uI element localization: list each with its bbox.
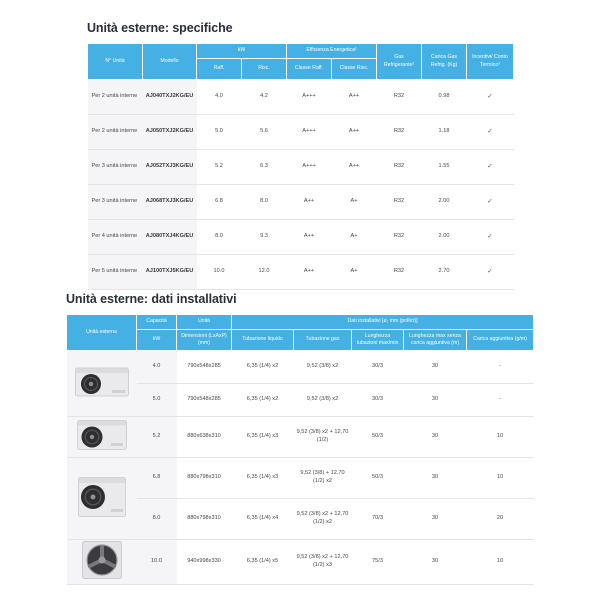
section-title-specifiche: Unità esterne: specifiche (87, 21, 233, 35)
cell-lunghezza-max: 50/3 (352, 458, 404, 499)
cell-kw-risc: 8.0 (242, 185, 287, 220)
table-row (88, 150, 514, 185)
col-header-modello: Modello (143, 44, 197, 80)
cell-dimensioni: 940x998x330 (177, 540, 232, 585)
outdoor-unit-illustration (77, 475, 127, 519)
cell-lunghezza-max: 30/3 (352, 384, 404, 417)
cell-gas: R32 (377, 115, 422, 150)
cell-lunghezza-max: 50/3 (352, 417, 404, 458)
cell-lunghezza-max: 75/3 (352, 540, 404, 585)
cell-dimensioni: 880x638x310 (177, 417, 232, 458)
cell-kw-risc: 5.6 (242, 115, 287, 150)
col-header-unita-esterna: Unità esterna (67, 315, 137, 351)
section-specifiche (87, 21, 513, 290)
cell-tubazione-gas: 9,52 (3/8) x2 + 12,70 (1/2) x3 (294, 540, 352, 585)
col-header-kw: kW (197, 44, 287, 59)
cell-n-unita: Per 4 unità interne (88, 220, 143, 255)
cell-tubazione-gas: 9,52 (3/8) x2 (294, 351, 352, 384)
outdoor-unit-image (67, 351, 137, 417)
col-header-dati-installativi: Dati installativi [ø, mm (pollici)] (232, 315, 534, 330)
col-header-unita: Unità (177, 315, 232, 330)
cell-tubazione-liquido: 6,35 (1/4) x2 (232, 384, 294, 417)
col-header-carica: Carica Gas Refrig. (Kg) (422, 44, 467, 80)
cell-dimensioni: 880x798x310 (177, 499, 232, 540)
cell-tubazione-liquido: 6,35 (1/4) x3 (232, 458, 294, 499)
cell-classe-raff: A++ (287, 185, 332, 220)
cell-carica: 2.00 (422, 220, 467, 255)
col-header-tubazione-liquido: Tubazione liquido (232, 330, 294, 351)
cell-dimensioni: 790x548x285 (177, 384, 232, 417)
cell-capacita: 10.0 (137, 540, 177, 585)
table-row (67, 384, 534, 417)
col-header-classe-risc: Classe Risc. (332, 59, 377, 80)
cell-modello: AJ100TXJ5KG/EU (143, 255, 197, 290)
check-icon: ✓ (467, 150, 514, 185)
cell-capacita: 6.8 (137, 458, 177, 499)
cell-carica-aggiuntiva: - (467, 351, 534, 384)
cell-carica: 0.98 (422, 80, 467, 115)
cell-lunghezza-max: 30/3 (352, 351, 404, 384)
install-table (66, 314, 534, 585)
cell-classe-risc: A+ (332, 185, 377, 220)
cell-tubazione-liquido: 6,35 (1/4) x2 (232, 351, 294, 384)
cell-n-unita: Per 3 unità interne (88, 150, 143, 185)
table-row (67, 540, 534, 585)
cell-carica-aggiuntiva: 10 (467, 458, 534, 499)
install-header-group-row (67, 315, 534, 330)
cell-tubazione-gas: 9,52 (3/8) + 12,70 (1/2) x2 (294, 458, 352, 499)
cell-classe-risc: A++ (332, 150, 377, 185)
cell-classe-risc: A+ (332, 255, 377, 290)
cell-capacita: 4.0 (137, 351, 177, 384)
cell-gas: R32 (377, 185, 422, 220)
cell-capacita: 5.2 (137, 417, 177, 458)
table-row (88, 115, 514, 150)
col-header-lunghezza-senza-carica: Lunghezza max senza carica aggiuntiva (m) (404, 330, 467, 351)
outdoor-unit-image (67, 458, 137, 540)
table-row (88, 220, 514, 255)
col-header-capacita: Capacità (137, 315, 177, 330)
cell-modello: AJ040TXJ2KG/EU (143, 80, 197, 115)
outdoor-unit-illustration (76, 418, 128, 452)
cell-kw-raff: 6.8 (197, 185, 242, 220)
outdoor-unit-illustration (81, 540, 123, 580)
cell-capacita: 8.0 (137, 499, 177, 540)
cell-n-unita: Per 2 unità interne (88, 80, 143, 115)
cell-n-unita: Per 3 unità interne (88, 185, 143, 220)
col-header-lunghezza-max: Lunghezza tubazioni max/min (352, 330, 404, 351)
cell-carica: 2.70 (422, 255, 467, 290)
spec-table (87, 43, 514, 290)
cell-modello: AJ050TXJ2KG/EU (143, 115, 197, 150)
col-header-kw: kW (137, 330, 177, 351)
table-row (67, 458, 534, 499)
cell-kw-risc: 12.0 (242, 255, 287, 290)
table-row (88, 185, 514, 220)
check-icon: ✓ (467, 220, 514, 255)
cell-classe-raff: A++ (287, 220, 332, 255)
cell-lunghezza-senza-carica: 30 (404, 540, 467, 585)
cell-tubazione-gas: 9,52 (3/8) x2 (294, 384, 352, 417)
cell-classe-risc: A++ (332, 115, 377, 150)
cell-classe-raff: A+++ (287, 80, 332, 115)
cell-carica: 1.18 (422, 115, 467, 150)
cell-carica: 1.55 (422, 150, 467, 185)
cell-n-unita: Per 2 unità interne (88, 115, 143, 150)
spec-header-group-row (88, 44, 514, 59)
col-header-classe-raff: Classe Raff. (287, 59, 332, 80)
table-row (88, 255, 514, 290)
cell-gas: R32 (377, 150, 422, 185)
cell-dimensioni: 880x798x310 (177, 458, 232, 499)
cell-lunghezza-max: 70/3 (352, 499, 404, 540)
cell-classe-raff: A++ (287, 255, 332, 290)
cell-carica-aggiuntiva: 10 (467, 417, 534, 458)
cell-modello: AJ052TXJ3KG/EU (143, 150, 197, 185)
check-icon: ✓ (467, 80, 514, 115)
cell-tubazione-liquido: 6,35 (1/4) x5 (232, 540, 294, 585)
cell-carica-aggiuntiva: - (467, 384, 534, 417)
cell-capacita: 5.0 (137, 384, 177, 417)
table-row (88, 80, 514, 115)
cell-kw-raff: 5.0 (197, 115, 242, 150)
col-header-n-unita: N° Unità (88, 44, 143, 80)
col-header-carica-aggiuntiva: Carica aggiuntiva (g/m) (467, 330, 534, 351)
cell-classe-risc: A++ (332, 80, 377, 115)
cell-carica: 2.00 (422, 185, 467, 220)
section-dati-installativi (66, 292, 533, 585)
cell-carica-aggiuntiva: 20 (467, 499, 534, 540)
cell-classe-raff: A+++ (287, 150, 332, 185)
cell-gas: R32 (377, 255, 422, 290)
check-icon: ✓ (467, 115, 514, 150)
table-row (67, 499, 534, 540)
cell-kw-risc: 4.2 (242, 80, 287, 115)
cell-gas: R32 (377, 80, 422, 115)
cell-kw-raff: 5.2 (197, 150, 242, 185)
cell-modello: AJ068TXJ3KG/EU (143, 185, 197, 220)
cell-tubazione-gas: 9,52 (3/8) x2 + 12,70 (1/2) x2 (294, 499, 352, 540)
cell-classe-risc: A+ (332, 220, 377, 255)
cell-tubazione-liquido: 6,35 (1/4) x4 (232, 499, 294, 540)
cell-kw-risc: 6.3 (242, 150, 287, 185)
cell-kw-raff: 10.0 (197, 255, 242, 290)
cell-kw-raff: 4.0 (197, 80, 242, 115)
cell-modello: AJ080TXJ4KG/EU (143, 220, 197, 255)
cell-classe-raff: A+++ (287, 115, 332, 150)
table-row (67, 351, 534, 384)
install-header-sub-row (67, 330, 534, 351)
cell-gas: R32 (377, 220, 422, 255)
cell-kw-risc: 9.3 (242, 220, 287, 255)
col-header-gas: Gas Refrigerante² (377, 44, 422, 80)
cell-kw-raff: 8.0 (197, 220, 242, 255)
cell-lunghezza-senza-carica: 30 (404, 417, 467, 458)
col-header-tubazione-gas: Tubazione gas (294, 330, 352, 351)
col-header-dimensioni: Dimensioni (LxAxP) (mm) (177, 330, 232, 351)
table-row (67, 417, 534, 458)
outdoor-unit-illustration (74, 365, 130, 399)
cell-tubazione-gas: 9,52 (3/8) x2 + 12,70 (1/2) (294, 417, 352, 458)
cell-n-unita: Per 5 unità interne (88, 255, 143, 290)
cell-lunghezza-senza-carica: 30 (404, 458, 467, 499)
check-icon: ✓ (467, 185, 514, 220)
col-header-risc: Risc. (242, 59, 287, 80)
col-header-efficienza: Efficienza Energetica¹ (287, 44, 377, 59)
col-header-raff: Raff. (197, 59, 242, 80)
cell-carica-aggiuntiva: 10 (467, 540, 534, 585)
section-title-dati-installativi: Unità esterne: dati installativi (66, 292, 237, 306)
col-header-incentivi: Incentivi/ Conto Termico³ (467, 44, 514, 80)
cell-tubazione-liquido: 6,35 (1/4) x3 (232, 417, 294, 458)
cell-dimensioni: 790x548x285 (177, 351, 232, 384)
outdoor-unit-image (67, 540, 137, 585)
cell-lunghezza-senza-carica: 30 (404, 499, 467, 540)
outdoor-unit-image (67, 417, 137, 458)
cell-lunghezza-senza-carica: 30 (404, 351, 467, 384)
cell-lunghezza-senza-carica: 30 (404, 384, 467, 417)
check-icon: ✓ (467, 255, 514, 290)
